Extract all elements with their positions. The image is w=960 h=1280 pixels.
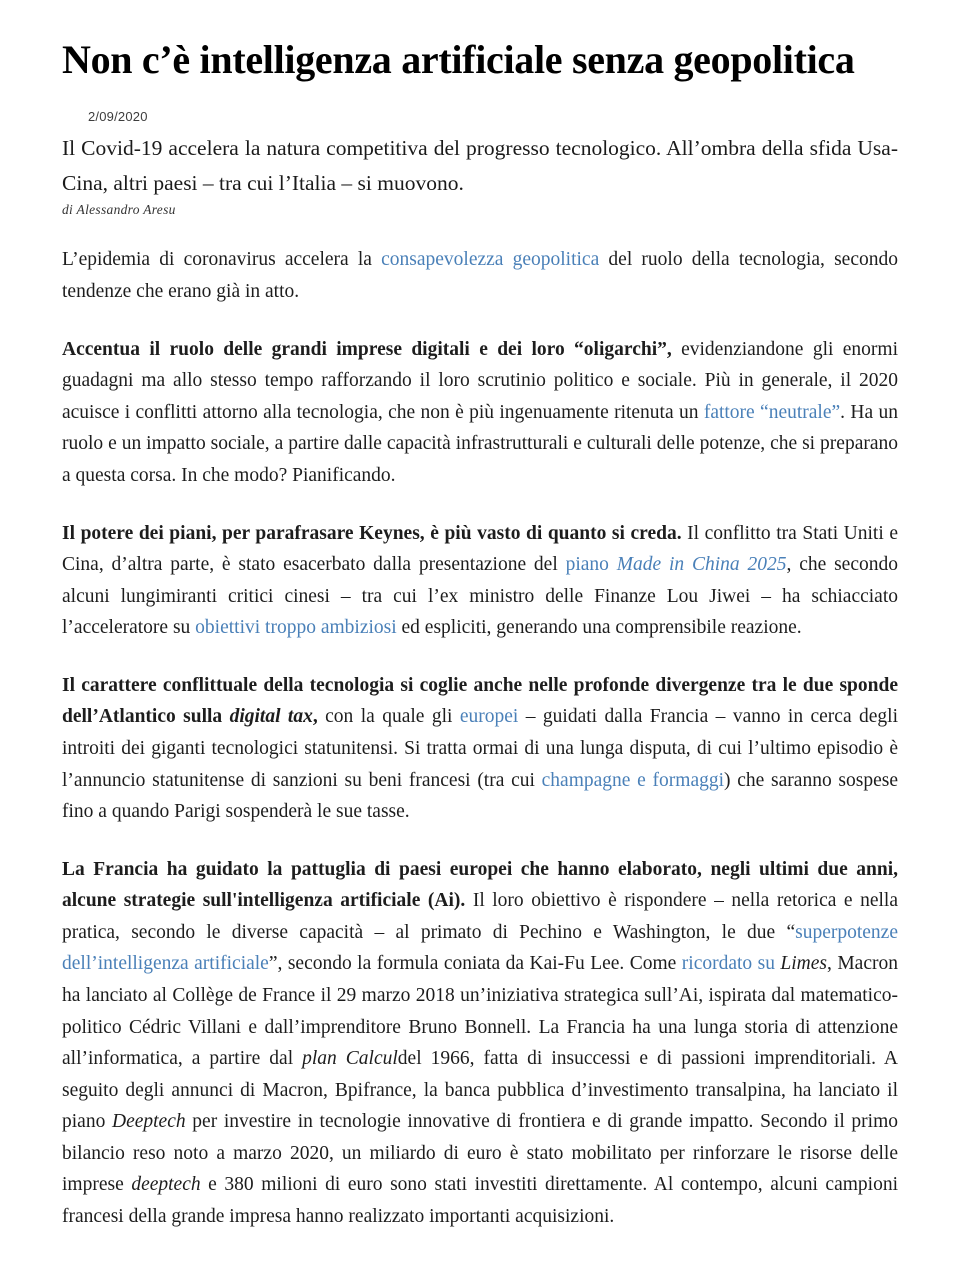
link-piano-made-in-china[interactable] [566,554,787,575]
paragraph-3-seg1: Il conflitto tra Stati Uniti e Cina, d’altra parte, è stato esacerbato dalla presentazione del [62,522,898,576]
paragraph-4-lead: Il carattere conflittuale della tecnologia si coglie anche nelle profonde divergenze tra le due sponde dell’Atlantico sulla [62,674,898,728]
paragraph-3-seg3: ed espliciti, generando una comprensibile reazione. [396,617,802,639]
paragraph-3-seg2: , che secondo alcuni lungimiranti critici cinesi – tra cui l’ex ministro delle Finanze Lou Jiwei – ha schiacciato l’acceleratore su [62,554,898,639]
paragraph-2-seg2: . Ha un ruolo e un impatto sociale, a partire dalle capacità infrastrutturali e culturali delle potenze, che si preparano a questa corsa. In che modo? Pianificando. [62,401,898,486]
paragraph-4-seg2: – guidati dalla Francia – vanno in cerca degli introiti dei giganti tecnologici statunitensi. Si tratta ormai di una lunga disputa, di cui l’ultimo episodio è l’annuncio statunitense di sanzioni su beni francesi (tra cui [62,706,899,791]
paragraph-5-seg1: Il loro obiettivo è rispondere – nella retorica e nella pratica, secondo le diverse capacità – al primato di Pechino e Washington, le due “ [62,890,899,943]
paragraph-5-seg5: per investire in tecnologie innovative di frontiera e di grande impatto. Secondo il primo bilancio reso noto a marzo 2020, un miliardo di euro è stato mobilitato per rinforzare le risorse delle imprese [62,1111,898,1196]
paragraph-5-deeptech-word: deeptech [131,1174,201,1196]
link-made-in-china-title: Made in China 2025 [616,554,787,576]
paragraph-4 [62,670,898,828]
link-europei[interactable]: europei [459,706,519,728]
paragraph-5-seg6: e 380 milioni di euro sono stati investiti direttamente. Al contempo, alcuni campioni francesi della grande impresa hanno realizzato importanti acquisizioni. [62,1174,898,1228]
paragraph-5-seg4: del 1966, fatta di insuccessi e di passioni imprenditoriali. A seguito degli annunci di Macron, Bpifrance, la banca pubblica d’investimento transalpina, ha lanciato il piano [62,1048,899,1133]
publication-date: 2/09/2020 [88,108,148,124]
link-superpotenze-intelligenza-artificiale[interactable]: superpotenze dell’intelligenza artificiale [62,921,898,975]
paragraph-1-rest: del ruolo della tecnologia, secondo tendenze che erano già in atto. [62,249,898,303]
paragraph-4-digital-tax: digital tax [229,706,313,728]
link-fattore-neutrale[interactable]: fattore “neutrale” [703,401,841,423]
link-obiettivi-troppo-ambiziosi[interactable]: obiettivi troppo ambiziosi [195,617,397,639]
link-ricordato-su[interactable]: ricordato su [681,953,775,975]
article-standfirst: Il Covid-19 accelera la natura competitiva del progresso tecnologico. All’ombra della sfida Usa-Cina, altri paesi – tra cui l’Italia – si muovono. [62,135,898,195]
paragraph-3 [62,518,898,644]
paragraph-1 [62,244,898,307]
paragraph-5-seg2: ”, secondo la formula coniata da Kai-Fu Lee. Come [268,953,682,975]
paragraph-1-lead: L’epidemia di coronavirus accelera la [62,249,382,271]
link-piano-label: piano [565,554,617,576]
page-bottom-spacer [62,1233,898,1253]
page-title: Non c’è intelligenza artificiale senza geopolitica [62,37,855,82]
link-consapevolezza-geopolitica[interactable]: consapevolezza geopolitica [381,249,600,271]
paragraph-3-lead: Il potere dei piani, per parafrasare Keynes, è più vasto di quanto si creda. [62,522,682,544]
paragraph-5-limes: Limes [780,953,828,975]
paragraph-5-deeptech-plan: Deeptech [112,1111,186,1133]
link-champagne-e-formaggi[interactable]: champagne e formaggi [541,769,725,791]
paragraph-2-seg1: evidenziandone gli enormi guadagni ma allo stesso tempo rafforzando il loro scrutinio politico e sociale. Più in generale, il 2020 acuisce i conflitti attorno alla tecnologia, che non è più ingenuamente ritenuta un [62,338,898,423]
article-byline: di Alessandro Aresu [62,202,176,218]
paragraph-2-lead: Accentua il ruolo delle grandi imprese digitali e dei loro “oligarchi”, [62,338,672,360]
paragraph-5-seg3: , Macron ha lanciato al Collège de France il 29 marzo 2018 un’iniziativa strategica sull’Ai, ispirata dal matematico-politico Cédric Villani e dall’imprenditore Bruno Bonnell. La Francia ha una lunga storia di attenzione all’informatica, a partire dal [62,953,898,1070]
paragraph-5 [62,854,898,1233]
paragraph-4-seg1: con la quale gli [317,706,460,728]
paragraph-5-lead: La Francia ha guidato la pattuglia di paesi europei che hanno elaborato, negli ultimi due anni, alcune strategie sull'intelligenza artificiale (Ai). [62,858,898,912]
paragraph-5-plan-calcul: plan Calcul [302,1048,398,1070]
paragraph-4-lead-end: , [312,706,318,728]
paragraph-2 [62,334,898,492]
paragraph-4-seg3: ) che saranno sospese fino a quando Parigi sospenderà le sue tasse. [62,769,899,823]
